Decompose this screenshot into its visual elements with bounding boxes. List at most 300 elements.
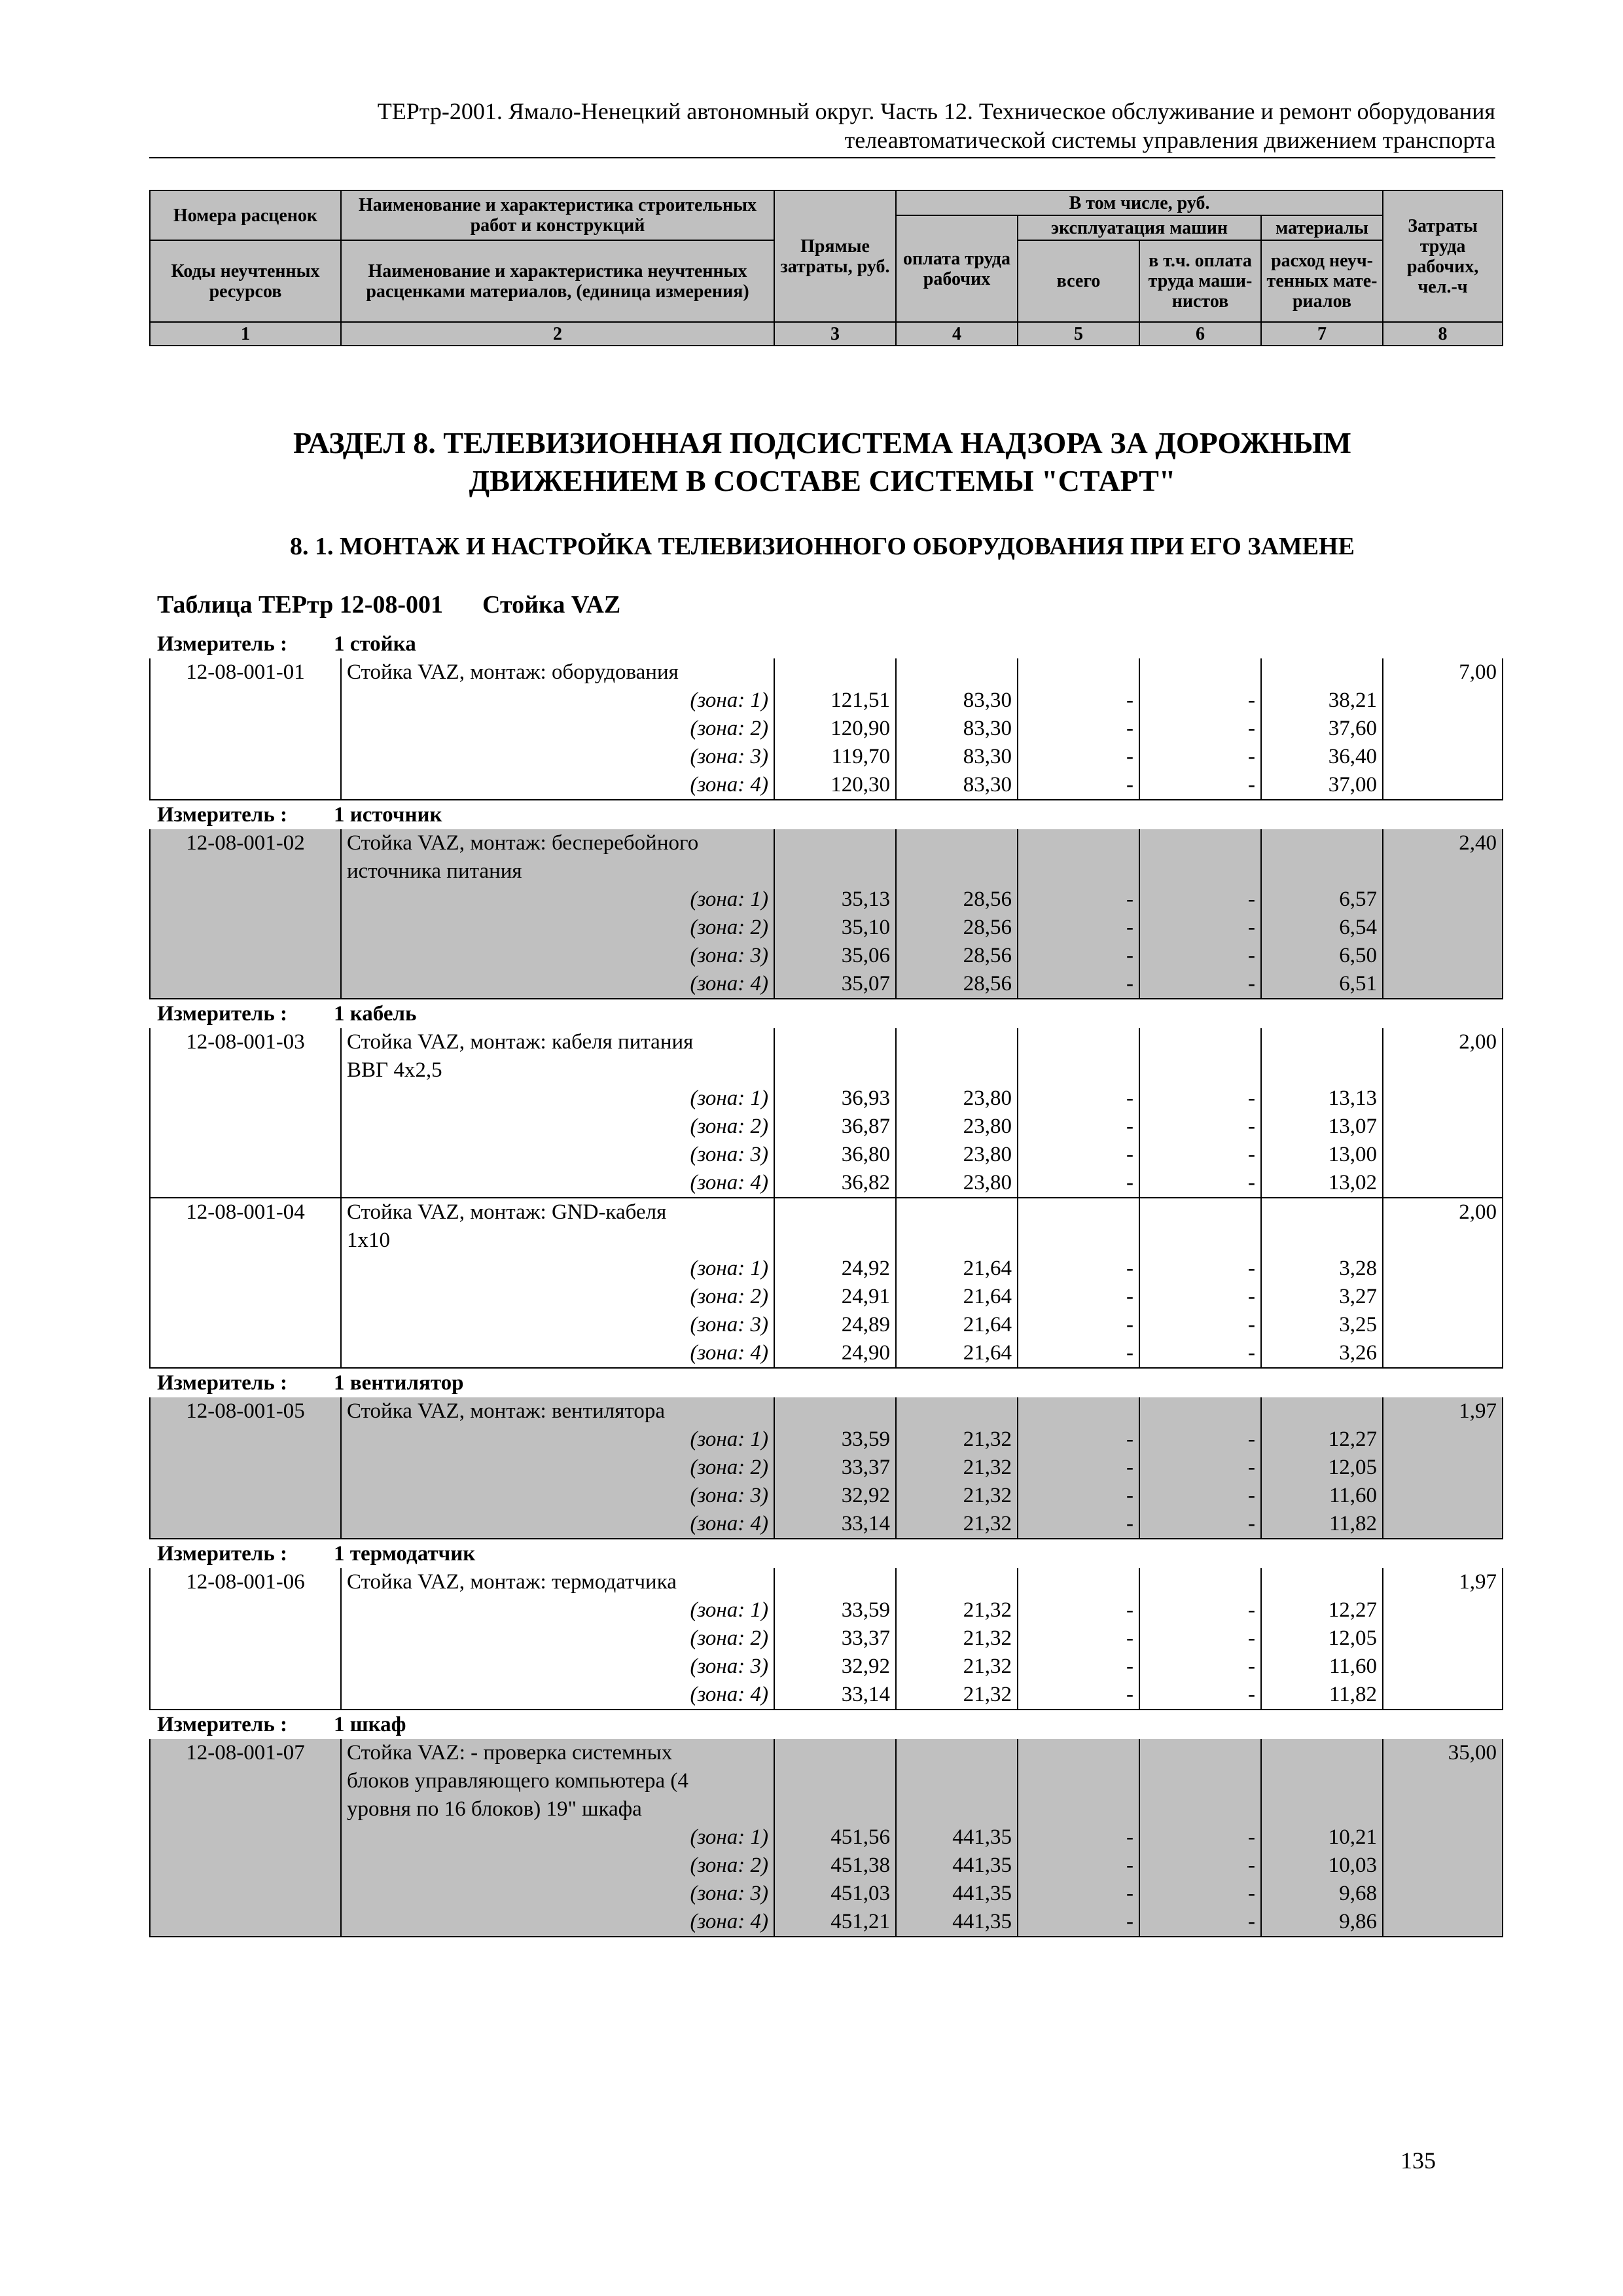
material-cost: 37,00	[1261, 771, 1383, 800]
machinist-wage: -	[1139, 1596, 1261, 1624]
cell-empty	[150, 1085, 341, 1113]
rate-block	[149, 1568, 1503, 1710]
worker-wage: 441,35	[896, 1880, 1018, 1908]
labor-cost: 7,00	[1383, 658, 1503, 687]
zone-row	[150, 1085, 1503, 1113]
col-head-materials: материалы	[1261, 215, 1383, 240]
machinist-wage: -	[1139, 715, 1261, 743]
zone-row	[150, 1426, 1503, 1454]
column-header-table	[149, 190, 1503, 346]
cell-empty	[1139, 1568, 1261, 1596]
material-cost: 12,05	[1261, 1624, 1383, 1653]
cell-empty	[150, 1311, 341, 1339]
material-cost: 3,25	[1261, 1311, 1383, 1339]
zone-row	[150, 687, 1503, 715]
zone-label: (зона: 3)	[341, 1653, 774, 1681]
worker-wage: 441,35	[896, 1908, 1018, 1937]
table-row	[150, 1397, 1503, 1426]
cell-empty	[1383, 1510, 1503, 1539]
table-row	[150, 1739, 1503, 1767]
cell-empty	[1261, 1397, 1383, 1426]
cell-empty	[896, 1739, 1018, 1767]
running-header-line1: ТЕРтр-2001. Ямало-Ненецкий автономный округ. Часть 12. Техническое обслуживание и ремонт оборудования	[377, 98, 1495, 124]
labor-cost: 1,97	[1383, 1568, 1503, 1596]
worker-wage: 21,32	[896, 1482, 1018, 1510]
cell-empty	[1383, 1426, 1503, 1454]
cell-empty	[1018, 1795, 1139, 1823]
direct-cost: 35,06	[774, 942, 896, 970]
material-cost: 12,05	[1261, 1454, 1383, 1482]
cell-empty	[774, 658, 896, 687]
machine-cost: -	[1018, 886, 1139, 914]
labor-cost: 2,00	[1383, 1198, 1503, 1227]
machine-cost: -	[1018, 1454, 1139, 1482]
cell-empty	[150, 1681, 341, 1710]
zone-row	[150, 1823, 1503, 1852]
machinist-wage: -	[1139, 1482, 1261, 1510]
col-head-work-name: Наименование и характеристика строительных работ и конструкций	[341, 190, 774, 240]
worker-wage: 23,80	[896, 1113, 1018, 1141]
cell-empty	[150, 1596, 341, 1624]
machinist-wage: -	[1139, 1113, 1261, 1141]
zone-label: (зона: 1)	[341, 1085, 774, 1113]
material-cost: 13,02	[1261, 1169, 1383, 1198]
material-cost: 37,60	[1261, 715, 1383, 743]
col-head-machinist-wages: в т.ч. оплата труда маши-нистов	[1139, 240, 1261, 322]
zone-label: (зона: 2)	[341, 715, 774, 743]
cell-empty	[896, 658, 1018, 687]
worker-wage: 441,35	[896, 1852, 1018, 1880]
col-head-material-name: Наименование и характеристика неучтенных расценками материалов, (единица измерения)	[341, 240, 774, 322]
rate-name: Стойка VAZ: - проверка системных	[341, 1739, 774, 1767]
zone-row	[150, 942, 1503, 970]
material-cost: 6,51	[1261, 970, 1383, 999]
table-row	[150, 1056, 1503, 1085]
cell-empty	[1383, 1056, 1503, 1085]
table-title	[157, 590, 660, 619]
machinist-wage: -	[1139, 1908, 1261, 1937]
cell-empty	[1139, 1795, 1261, 1823]
direct-cost: 36,82	[774, 1169, 896, 1198]
cell-empty	[1383, 1852, 1503, 1880]
rate-code: 12-08-001-06	[150, 1568, 341, 1596]
rate-name: источника питания	[341, 857, 774, 886]
cell-empty	[896, 1568, 1018, 1596]
material-cost: 9,86	[1261, 1908, 1383, 1937]
cell-empty	[774, 829, 896, 857]
direct-cost: 35,07	[774, 970, 896, 999]
table-row	[150, 1198, 1503, 1227]
column-number: 1	[150, 322, 341, 346]
cell-empty	[896, 1795, 1018, 1823]
direct-cost: 32,92	[774, 1482, 896, 1510]
zone-row	[150, 771, 1503, 800]
cell-empty	[1383, 715, 1503, 743]
cell-empty	[150, 1454, 341, 1482]
rate-name: 1х10	[341, 1227, 774, 1255]
meter-unit: 1 шкаф	[334, 1713, 406, 1736]
material-cost: 12,27	[1261, 1426, 1383, 1454]
direct-cost: 36,87	[774, 1113, 896, 1141]
column-number: 4	[896, 322, 1018, 346]
machine-cost: -	[1018, 1169, 1139, 1198]
meter-label: Измеритель :	[157, 1371, 288, 1395]
zone-label: (зона: 1)	[341, 1596, 774, 1624]
rate-block	[149, 1198, 1503, 1369]
zone-label: (зона: 4)	[341, 1510, 774, 1539]
cell-empty	[1261, 1767, 1383, 1795]
cell-empty	[774, 857, 896, 886]
zone-label: (зона: 2)	[341, 1454, 774, 1482]
zone-row	[150, 1482, 1503, 1510]
material-cost: 9,68	[1261, 1880, 1383, 1908]
worker-wage: 21,64	[896, 1311, 1018, 1339]
cell-empty	[1139, 1056, 1261, 1085]
machine-cost: -	[1018, 771, 1139, 800]
meter-row	[149, 1710, 1495, 1739]
zone-label: (зона: 1)	[341, 1823, 774, 1852]
cell-empty	[1383, 1169, 1503, 1198]
cell-empty	[1261, 857, 1383, 886]
worker-wage: 28,56	[896, 970, 1018, 999]
cell-empty	[150, 1339, 341, 1368]
table-row	[150, 829, 1503, 857]
header-rule	[149, 157, 1495, 158]
direct-cost: 33,37	[774, 1624, 896, 1653]
cell-empty	[774, 1795, 896, 1823]
cell-empty	[1139, 1227, 1261, 1255]
cell-empty	[896, 1028, 1018, 1056]
machinist-wage: -	[1139, 1454, 1261, 1482]
cell-empty	[1261, 1568, 1383, 1596]
rate-block	[149, 1397, 1503, 1539]
rate-code: 12-08-001-07	[150, 1739, 341, 1767]
zone-row	[150, 1283, 1503, 1311]
machine-cost: -	[1018, 1085, 1139, 1113]
cell-empty	[150, 857, 341, 886]
worker-wage: 21,32	[896, 1653, 1018, 1681]
column-number: 2	[341, 322, 774, 346]
meter-row	[149, 999, 1495, 1028]
cell-empty	[1383, 1767, 1503, 1795]
rate-name: Стойка VAZ, монтаж: оборудования	[341, 658, 774, 687]
labor-cost: 2,40	[1383, 829, 1503, 857]
zone-row	[150, 1255, 1503, 1283]
rate-code: 12-08-001-04	[150, 1198, 341, 1227]
cell-empty	[1383, 1823, 1503, 1852]
meter-row	[149, 1369, 1495, 1397]
zone-row	[150, 1454, 1503, 1482]
col-head-including: В том числе, руб.	[896, 190, 1383, 215]
col-head-resource-codes: Коды неучтенных ресурсов	[150, 240, 341, 322]
machine-cost: -	[1018, 914, 1139, 942]
zone-row	[150, 1311, 1503, 1339]
rate-name: Стойка VAZ, монтаж: вентилятора	[341, 1397, 774, 1426]
worker-wage: 83,30	[896, 771, 1018, 800]
cell-empty	[150, 1795, 341, 1823]
cell-empty	[1018, 857, 1139, 886]
worker-wage: 83,30	[896, 687, 1018, 715]
zone-label: (зона: 4)	[341, 1681, 774, 1710]
rate-name: уровня по 16 блоков) 19" шкафа	[341, 1795, 774, 1823]
column-number: 6	[1139, 322, 1261, 346]
col-head-labor: Затраты труда рабочих, чел.-ч	[1383, 190, 1503, 322]
worker-wage: 28,56	[896, 914, 1018, 942]
worker-wage: 83,30	[896, 743, 1018, 771]
zone-label: (зона: 4)	[341, 1169, 774, 1198]
worker-wage: 21,32	[896, 1596, 1018, 1624]
zone-row	[150, 1908, 1503, 1937]
machinist-wage: -	[1139, 1311, 1261, 1339]
cell-empty	[1139, 829, 1261, 857]
machinist-wage: -	[1139, 1141, 1261, 1169]
material-cost: 6,54	[1261, 914, 1383, 942]
material-cost: 10,21	[1261, 1823, 1383, 1852]
table-code: Таблица ТЕРтр 12-08-001	[157, 591, 444, 619]
cell-empty	[1139, 658, 1261, 687]
cell-empty	[1383, 687, 1503, 715]
machine-cost: -	[1018, 715, 1139, 743]
direct-cost: 121,51	[774, 687, 896, 715]
cell-empty	[1139, 1198, 1261, 1227]
zone-row	[150, 914, 1503, 942]
meter-unit: 1 вентилятор	[334, 1371, 464, 1395]
cell-empty	[1383, 1141, 1503, 1169]
direct-cost: 451,21	[774, 1908, 896, 1937]
machinist-wage: -	[1139, 1510, 1261, 1539]
cell-empty	[1261, 829, 1383, 857]
material-cost: 6,50	[1261, 942, 1383, 970]
section-title-line1: РАЗДЕЛ 8. ТЕЛЕВИЗИОННАЯ ПОДСИСТЕМА НАДЗОРА ЗА ДОРОЖНЫМ	[293, 426, 1351, 459]
cell-empty	[1383, 970, 1503, 999]
meter-label: Измеритель :	[157, 1002, 288, 1026]
material-cost: 6,57	[1261, 886, 1383, 914]
col-head-machines-total: всего	[1018, 240, 1139, 322]
cell-empty	[1383, 1596, 1503, 1624]
cell-empty	[150, 914, 341, 942]
zone-row	[150, 1880, 1503, 1908]
machinist-wage: -	[1139, 1085, 1261, 1113]
direct-cost: 120,90	[774, 715, 896, 743]
cell-empty	[896, 1198, 1018, 1227]
zone-label: (зона: 2)	[341, 914, 774, 942]
worker-wage: 28,56	[896, 886, 1018, 914]
zone-label: (зона: 1)	[341, 687, 774, 715]
cell-empty	[1383, 1624, 1503, 1653]
cell-empty	[1383, 1227, 1503, 1255]
rate-block	[149, 829, 1503, 999]
cell-empty	[150, 1880, 341, 1908]
direct-cost: 33,59	[774, 1596, 896, 1624]
cell-empty	[1018, 1028, 1139, 1056]
machinist-wage: -	[1139, 687, 1261, 715]
zone-row	[150, 1510, 1503, 1539]
zone-label: (зона: 2)	[341, 1113, 774, 1141]
worker-wage: 21,32	[896, 1681, 1018, 1710]
machine-cost: -	[1018, 1255, 1139, 1283]
cell-empty	[1383, 1908, 1503, 1937]
zone-label: (зона: 1)	[341, 1255, 774, 1283]
table-row	[150, 1767, 1503, 1795]
labor-cost: 35,00	[1383, 1739, 1503, 1767]
column-number: 3	[774, 322, 896, 346]
labor-cost: 1,97	[1383, 1397, 1503, 1426]
direct-cost: 120,30	[774, 771, 896, 800]
column-number: 5	[1018, 322, 1139, 346]
meter-row	[149, 1539, 1495, 1568]
cell-empty	[150, 1624, 341, 1653]
rate-block	[149, 658, 1503, 800]
cell-empty	[1018, 1198, 1139, 1227]
cell-empty	[896, 829, 1018, 857]
meter-row	[149, 800, 1495, 829]
cell-empty	[774, 1198, 896, 1227]
cell-empty	[1383, 1482, 1503, 1510]
direct-cost: 451,03	[774, 1880, 896, 1908]
running-header	[121, 97, 1495, 154]
rate-name: Стойка VAZ, монтаж: GND-кабеля	[341, 1198, 774, 1227]
section-title	[149, 424, 1495, 500]
material-cost: 13,00	[1261, 1141, 1383, 1169]
zone-label: (зона: 3)	[341, 1311, 774, 1339]
material-cost: 11,82	[1261, 1510, 1383, 1539]
zone-label: (зона: 2)	[341, 1283, 774, 1311]
material-cost: 11,60	[1261, 1482, 1383, 1510]
cell-empty	[1383, 1681, 1503, 1710]
machinist-wage: -	[1139, 743, 1261, 771]
cell-empty	[1383, 942, 1503, 970]
direct-cost: 33,59	[774, 1426, 896, 1454]
cell-empty	[896, 857, 1018, 886]
machine-cost: -	[1018, 1510, 1139, 1539]
machinist-wage: -	[1139, 886, 1261, 914]
rates-table	[149, 630, 1495, 1937]
machinist-wage: -	[1139, 1823, 1261, 1852]
material-cost: 3,26	[1261, 1339, 1383, 1368]
zone-row	[150, 1624, 1503, 1653]
zone-label: (зона: 3)	[341, 1482, 774, 1510]
rate-code: 12-08-001-02	[150, 829, 341, 857]
rate-code: 12-08-001-03	[150, 1028, 341, 1056]
machinist-wage: -	[1139, 1880, 1261, 1908]
cell-empty	[150, 687, 341, 715]
worker-wage: 21,64	[896, 1255, 1018, 1283]
cell-empty	[1383, 1454, 1503, 1482]
zone-label: (зона: 3)	[341, 743, 774, 771]
worker-wage: 23,80	[896, 1141, 1018, 1169]
machine-cost: -	[1018, 1141, 1139, 1169]
zone-row	[150, 1653, 1503, 1681]
machinist-wage: -	[1139, 1255, 1261, 1283]
cell-empty	[1383, 1880, 1503, 1908]
cell-empty	[150, 1426, 341, 1454]
cell-empty	[1383, 1283, 1503, 1311]
machinist-wage: -	[1139, 942, 1261, 970]
labor-cost: 2,00	[1383, 1028, 1503, 1056]
zone-row	[150, 970, 1503, 999]
machinist-wage: -	[1139, 970, 1261, 999]
cell-empty	[150, 1510, 341, 1539]
meter-label: Измеритель :	[157, 632, 288, 656]
table-row	[150, 1795, 1503, 1823]
material-cost: 11,60	[1261, 1653, 1383, 1681]
cell-empty	[1383, 771, 1503, 800]
cell-empty	[774, 1028, 896, 1056]
zone-label: (зона: 4)	[341, 1339, 774, 1368]
machine-cost: -	[1018, 1908, 1139, 1937]
direct-cost: 24,91	[774, 1283, 896, 1311]
material-cost: 3,27	[1261, 1283, 1383, 1311]
machine-cost: -	[1018, 1624, 1139, 1653]
cell-empty	[150, 942, 341, 970]
worker-wage: 21,32	[896, 1454, 1018, 1482]
cell-empty	[150, 1227, 341, 1255]
cell-empty	[150, 1767, 341, 1795]
zone-row	[150, 1852, 1503, 1880]
machine-cost: -	[1018, 1311, 1139, 1339]
cell-empty	[150, 1056, 341, 1085]
machinist-wage: -	[1139, 1169, 1261, 1198]
cell-empty	[150, 715, 341, 743]
machine-cost: -	[1018, 743, 1139, 771]
table-row	[150, 1028, 1503, 1056]
table-row	[150, 658, 1503, 687]
cell-empty	[774, 1227, 896, 1255]
direct-cost: 24,90	[774, 1339, 896, 1368]
direct-cost: 24,92	[774, 1255, 896, 1283]
zone-row	[150, 1596, 1503, 1624]
zone-row	[150, 1681, 1503, 1710]
zone-label: (зона: 2)	[341, 1624, 774, 1653]
zone-label: (зона: 4)	[341, 771, 774, 800]
cell-empty	[1139, 1028, 1261, 1056]
machine-cost: -	[1018, 1426, 1139, 1454]
cell-empty	[774, 1056, 896, 1085]
zone-label: (зона: 1)	[341, 1426, 774, 1454]
cell-empty	[150, 970, 341, 999]
material-cost: 38,21	[1261, 687, 1383, 715]
machine-cost: -	[1018, 1596, 1139, 1624]
cell-empty	[1383, 1339, 1503, 1368]
cell-empty	[774, 1397, 896, 1426]
cell-empty	[896, 1227, 1018, 1255]
material-cost: 12,27	[1261, 1596, 1383, 1624]
direct-cost: 36,80	[774, 1141, 896, 1169]
direct-cost: 119,70	[774, 743, 896, 771]
worker-wage: 21,64	[896, 1283, 1018, 1311]
machine-cost: -	[1018, 942, 1139, 970]
machinist-wage: -	[1139, 914, 1261, 942]
material-cost: 11,82	[1261, 1681, 1383, 1710]
meter-label: Измеритель :	[157, 1542, 288, 1566]
rate-code: 12-08-001-05	[150, 1397, 341, 1426]
material-cost: 36,40	[1261, 743, 1383, 771]
zone-row	[150, 715, 1503, 743]
direct-cost: 36,93	[774, 1085, 896, 1113]
zone-row	[150, 1339, 1503, 1368]
cell-empty	[896, 1397, 1018, 1426]
worker-wage: 28,56	[896, 942, 1018, 970]
cell-empty	[150, 1255, 341, 1283]
machine-cost: -	[1018, 1653, 1139, 1681]
cell-empty	[1261, 1739, 1383, 1767]
zone-label: (зона: 2)	[341, 1852, 774, 1880]
rate-code: 12-08-001-01	[150, 658, 341, 687]
cell-empty	[774, 1767, 896, 1795]
rate-name: Стойка VAZ, монтаж: кабеля питания	[341, 1028, 774, 1056]
cell-empty	[1018, 1568, 1139, 1596]
table-name: Стойка VAZ	[482, 591, 621, 619]
